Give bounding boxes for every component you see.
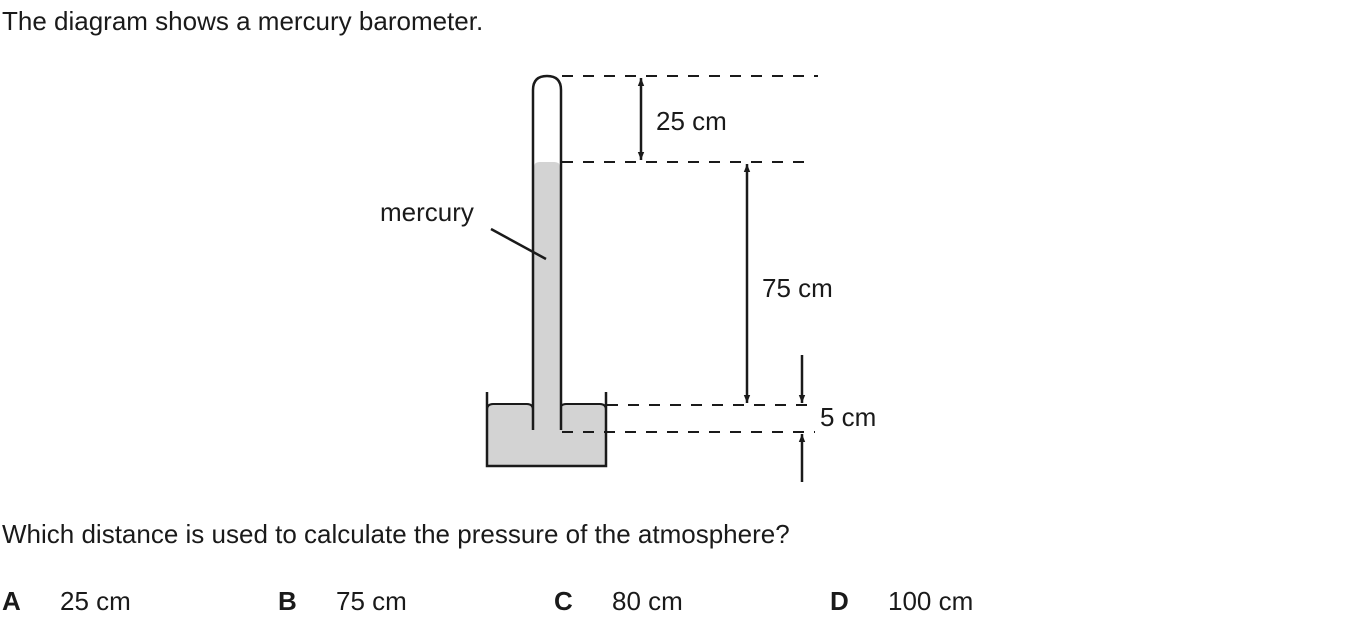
option-letter: D [830,586,849,616]
option-letter: B [278,586,297,616]
option-value: 100 cm [888,586,974,616]
label-mercury: mercury [380,197,474,227]
option-letter: C [554,586,573,616]
option-b[interactable] [278,585,407,617]
option-value: 80 cm [612,586,683,616]
option-value: 25 cm [60,586,131,616]
label-25cm: 25 cm [656,106,727,136]
label-75cm: 75 cm [762,273,833,303]
option-d[interactable] [830,585,973,617]
question-text: Which distance is used to calculate the pressure of the atmosphere? [2,519,790,549]
mercury-column [534,162,560,430]
label-5cm: 5 cm [820,402,877,432]
option-letter: A [2,586,21,616]
option-a[interactable] [2,585,131,617]
intro-text: The diagram shows a mercury barometer. [2,6,484,36]
option-c[interactable] [554,585,683,617]
option-value: 75 cm [336,586,407,616]
